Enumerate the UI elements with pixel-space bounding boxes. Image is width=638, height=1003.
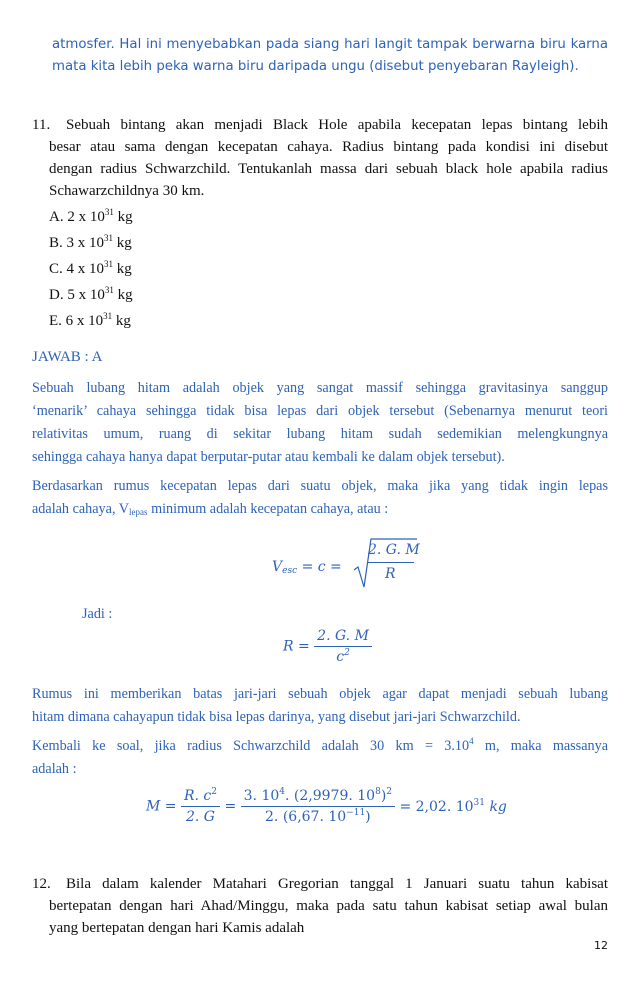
q11-option-b: B. 3 x $10^{31}$ kg [49, 233, 132, 251]
q12-line-1: Bila dalam kalender Matahari Gregorian tanggal 1 Januari suatu tahun kabisat [66, 876, 608, 892]
eq1-fraction-bar [368, 562, 414, 563]
answer-para4-line1: Kembali ke soal, jika radius Schwarzchild adalah 30 km = $3.10^4$ m, maka massanya [32, 736, 608, 754]
q11-option-a: A. 2 x $10^{31}$ kg [49, 207, 133, 225]
answer-para4-line2: adalah : [32, 761, 77, 777]
q11-line-2: besar atau sama dengan kecepatan cahaya. Radius bintang pada kondisi ini disebut [49, 139, 608, 155]
equation-schwarzschild-radius: R = $\frac{2. G. M}{c^2}$ [283, 628, 372, 665]
q11-option-e: E. 6 x $10^{31}$ kg [49, 311, 131, 329]
answer-label: JAWAB : A [32, 349, 103, 365]
answer-para2-line1: Berdasarkan rumus kecepatan lepas dari suatu objek, maka jika yang tidak ingin lepas [32, 478, 608, 494]
top-note-line-2: mata kita lebih peka warna biru daripada ungu (disebut penyebaran Rayleigh). [52, 59, 579, 74]
eq1-numerator: 2. G. M [368, 542, 420, 558]
q12-line-3: yang bertepatan dengan hari Kamis adalah [49, 920, 305, 936]
answer-para1-line3: relativitas umum, ruang di sekitar lubang hitam sudah sedemikian melengkungnya [32, 426, 608, 442]
q11-line-3: dengan radius Schwarzchild. Tentukanlah massa dari sebuah black hole apabila radius [49, 161, 608, 177]
answer-para3-line1: Rumus ini memberikan batas jari-jari sebuah objek agar dapat menjadi sebuah lubang [32, 686, 608, 702]
answer-para3-line2: hitam dimana cahayapun tidak bisa lepas darinya, yang disebut jari-jari Schwarzchild. [32, 709, 521, 725]
jadi-label: Jadi : [82, 606, 113, 622]
answer-para1-line2: ‘menarik’ cahaya sehingga tidak bisa lepas dari objek tersebut (Sebenarnya menurut teori [32, 403, 608, 419]
q11-option-c: C. 4 x $10^{31}$ kg [49, 259, 132, 277]
equation-mass-calculation: M = $\frac{R. c^2}{2. G}$ = $\frac{3. 10^4. (2,9979. 10^8)^2}{2. (6,67. 10^{-11})}$ = 2,02. $10^{31}$ kg [146, 787, 507, 825]
answer-para1-line1: Sebuah lubang hitam adalah objek yang sangat massif sehingga gravitasinya sanggup [32, 380, 608, 396]
answer-para2-line2: adalah cahaya, $V_{lepas}$ minimum adalah kecepatan cahaya, atau : [32, 501, 389, 517]
page-number: 12 [594, 939, 608, 952]
q11-line-4: Schawarzchildnya 30 km. [49, 183, 205, 199]
q12-number: 12. [32, 876, 51, 892]
q11-line-1: Sebuah bintang akan menjadi Black Hole apabila kecepatan lepas bintang lebih [66, 117, 608, 133]
top-note-line-1: atmosfer. Hal ini menyebabkan pada siang hari langit tampak berwarna biru karna [52, 37, 608, 52]
q12-line-2: bertepatan dengan hari Ahad/Minggu, maka pada satu tahun kabisat setiap awal bulan [49, 898, 608, 914]
answer-para1-line4: sehingga cahaya hanya dapat berputar-putar atau kembali ke dalam objek tersebut). [32, 449, 505, 465]
q11-option-d: D. 5 x $10^{31}$ kg [49, 285, 133, 303]
q11-number: 11. [32, 117, 51, 133]
eq1-denominator: R [385, 566, 396, 582]
